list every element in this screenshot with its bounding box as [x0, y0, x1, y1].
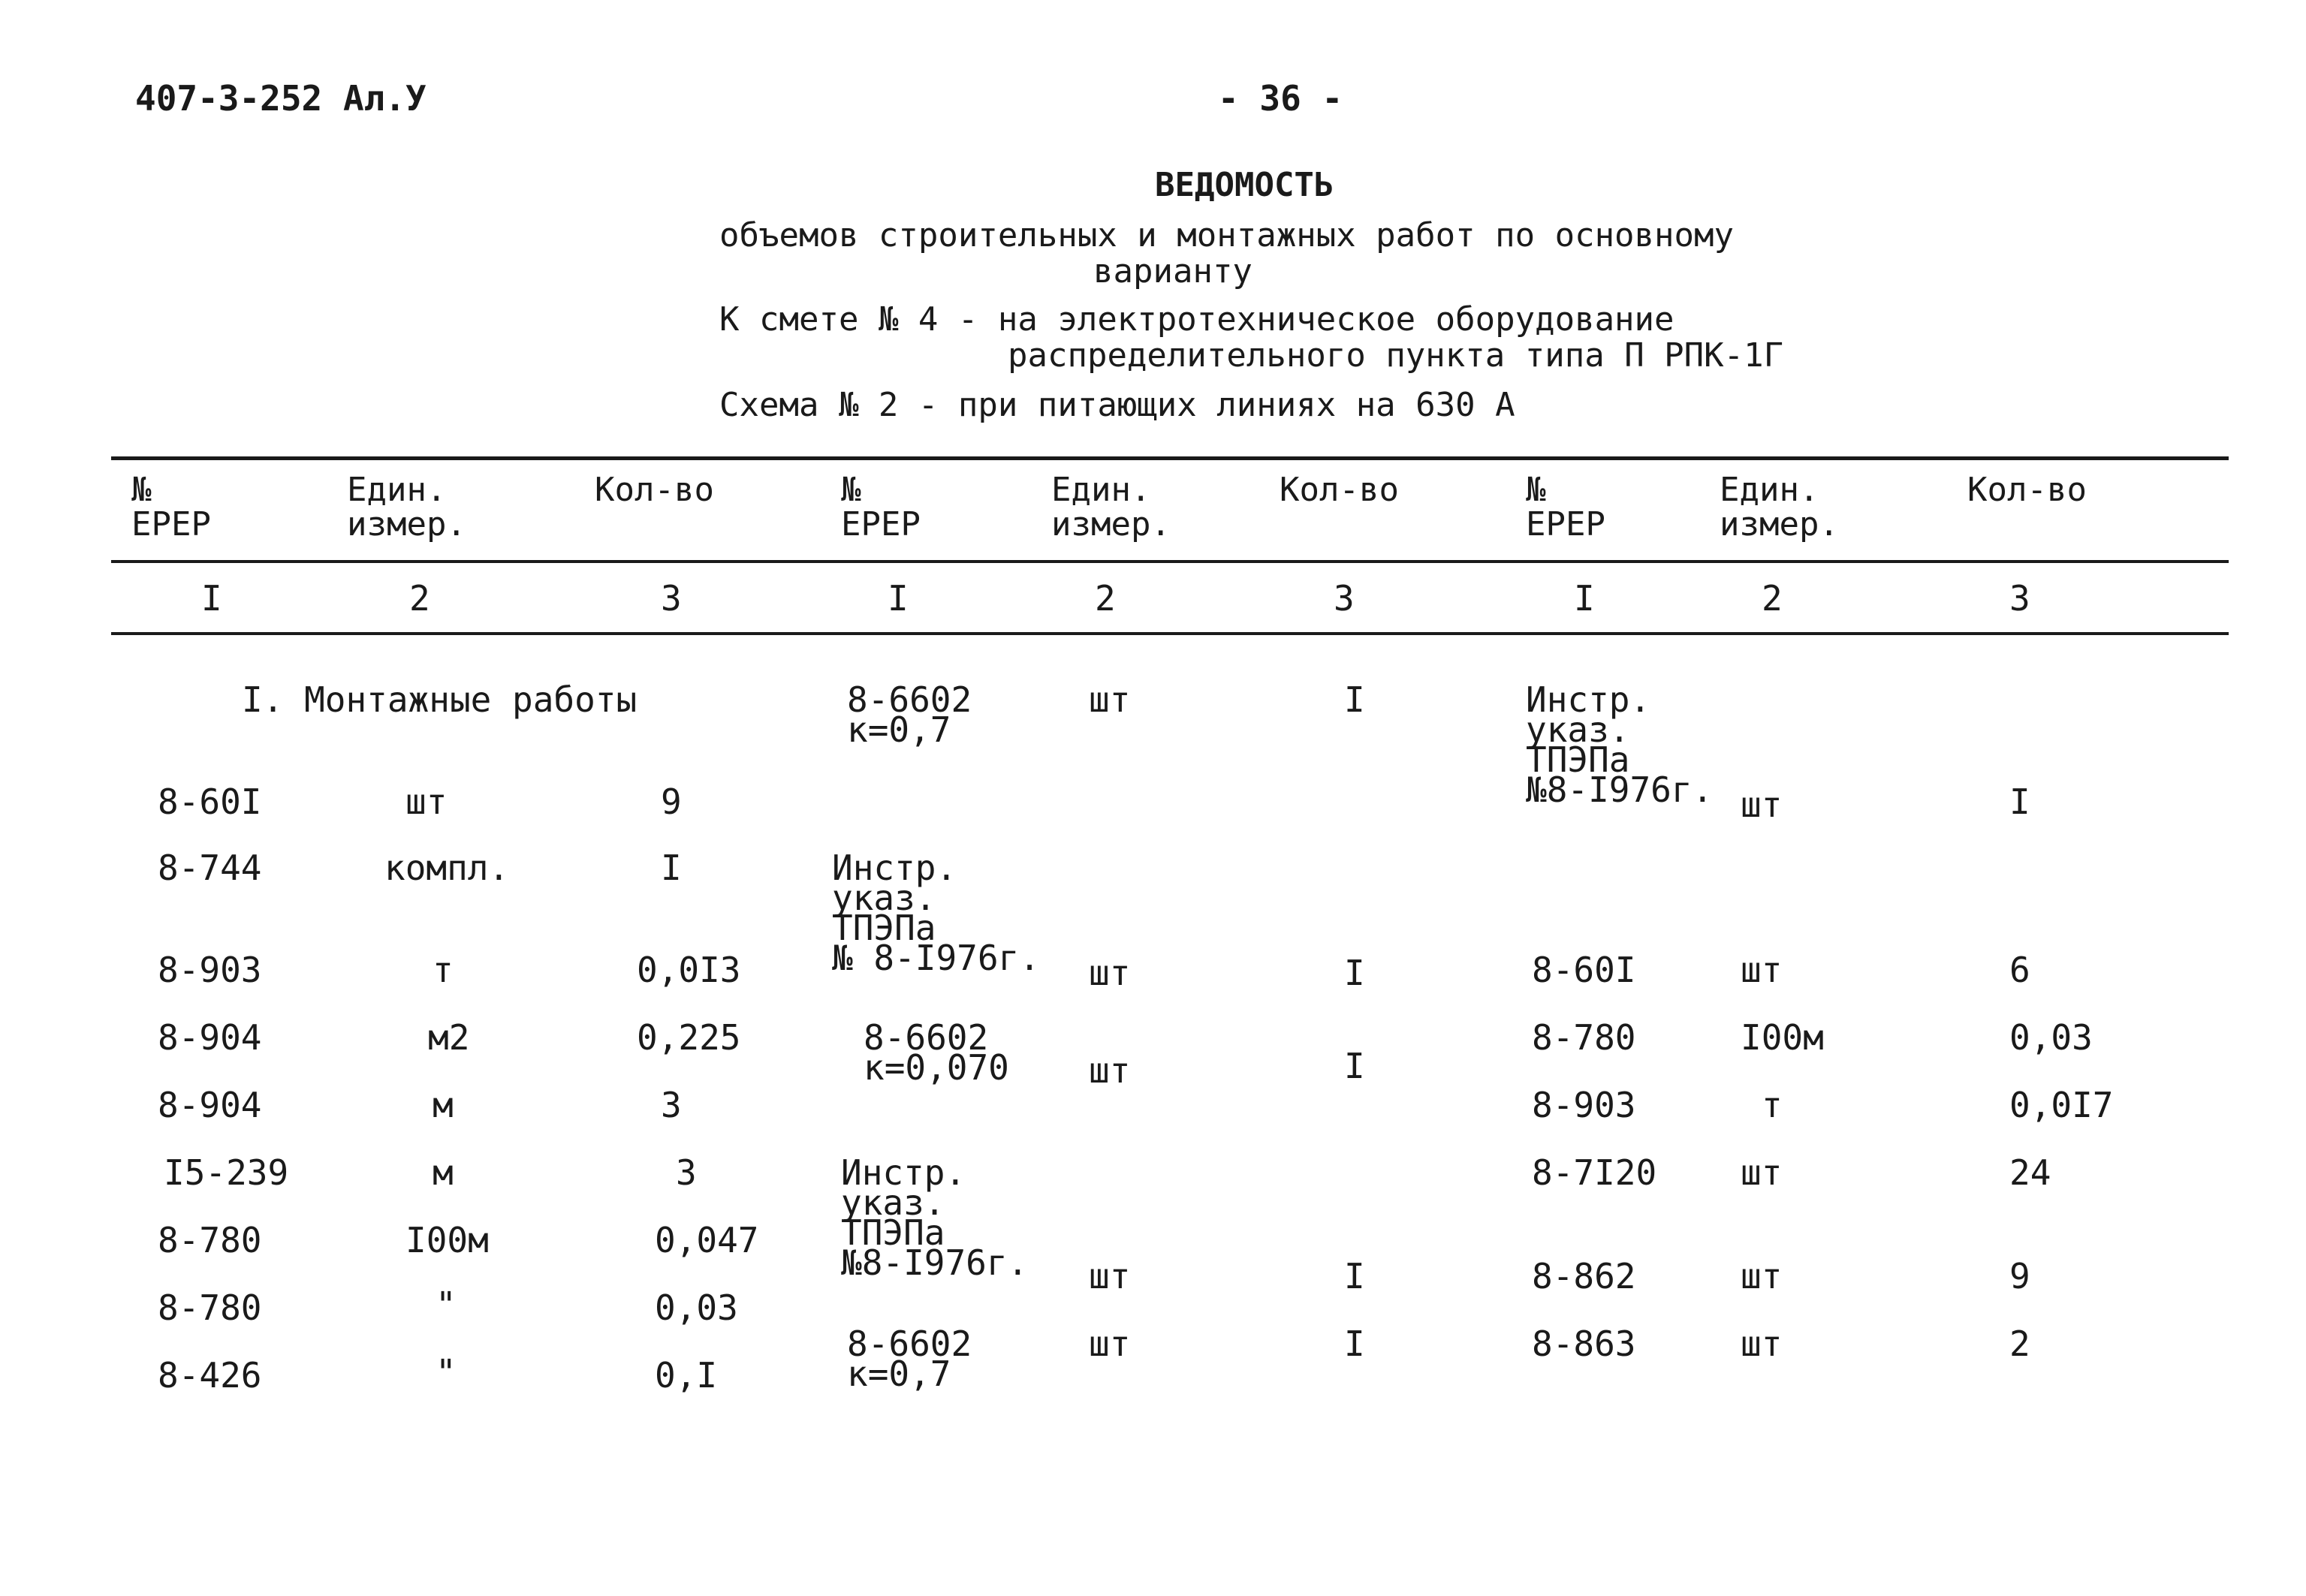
table-cell-unit: I00м — [405, 1220, 489, 1260]
table-cell-code: 8-7I20 — [1532, 1152, 1657, 1193]
table-cell-code: 8-903 — [1532, 1085, 1636, 1125]
table-cell-qty: 0,225 — [637, 1017, 741, 1058]
table-cell-unit: компл. — [384, 848, 510, 888]
table-cell-unit: шт — [1089, 953, 1131, 993]
page-number: - 36 - — [1218, 78, 1343, 119]
table-cell-unit: т — [1762, 1085, 1783, 1125]
table-cell-qty: I — [1344, 1256, 1365, 1296]
table-header-rule — [111, 560, 2229, 563]
table-cell-code: 8-863 — [1532, 1323, 1636, 1364]
table-cell-unit: шт — [1089, 1323, 1131, 1364]
column-number: 3 — [661, 578, 682, 619]
header-code-2: № ЕРЕР — [841, 471, 921, 544]
table-cell-qty: 3 — [676, 1152, 697, 1193]
table-number-rule — [111, 632, 2229, 635]
header-unit-2: Един. измер. — [1051, 471, 1171, 544]
column-number: 2 — [1762, 578, 1783, 619]
table-cell-unit: м2 — [428, 1017, 470, 1058]
table-cell-code: 8-780 — [1532, 1017, 1636, 1058]
table-cell-unit: шт — [1089, 1050, 1131, 1091]
table-cell-qty: 9 — [661, 781, 682, 822]
column-number: 2 — [1095, 578, 1116, 619]
table-cell-unit: шт — [1741, 1256, 1783, 1296]
statement-subtitle-line1: объемов строительных и монтажных работ по основному — [719, 216, 1735, 254]
table-top-rule — [111, 456, 2229, 460]
table-cell-unit: т — [433, 950, 454, 990]
header-qty-1: Кол-во — [595, 471, 714, 509]
table-cell-qty: I — [1344, 1046, 1365, 1086]
table-cell-qty: I — [661, 848, 682, 888]
table-cell-qty: 0,0I3 — [637, 950, 741, 990]
statement-title: ВЕДОМОСТЬ — [1155, 166, 1334, 204]
header-code-1: № ЕРЕР — [131, 471, 211, 544]
column-number: 3 — [2009, 578, 2030, 619]
table-cell-unit: " — [436, 1284, 457, 1325]
header-code-3: № ЕРЕР — [1526, 471, 1605, 544]
table-cell-qty: I — [1344, 1323, 1365, 1364]
table-cell-qty: 9 — [2009, 1256, 2030, 1296]
table-cell-qty: 24 — [2009, 1152, 2051, 1193]
table-cell-code: 8-60I — [1532, 950, 1636, 990]
scheme-line: Схема № 2 - при питающих линиях на 630 А — [719, 386, 1515, 424]
section-title: I. Монтажные работы — [242, 679, 638, 720]
table-cell-code: 8-6602 к=0,7 — [847, 679, 972, 750]
column-number: I — [1574, 578, 1595, 619]
table-cell-qty: I — [2009, 781, 2030, 822]
table-cell-qty: 6 — [2009, 950, 2030, 990]
table-cell-qty: 2 — [2009, 1323, 2030, 1364]
table-cell-unit: " — [436, 1352, 457, 1393]
table-cell-code: 8-426 — [158, 1355, 262, 1396]
table-cell-code: 8-744 — [158, 848, 262, 888]
document-code: 407-3-252 Ал.У — [135, 78, 427, 119]
table-cell-qty: 0,I — [655, 1355, 718, 1396]
table-cell-qty: 0,03 — [655, 1287, 738, 1328]
table-cell-code: 8-904 — [158, 1085, 262, 1125]
table-cell-code: 8-60I — [158, 781, 262, 822]
table-cell-qty: 0,047 — [655, 1220, 759, 1260]
statement-subtitle-line2: варианту — [1093, 252, 1252, 291]
column-number: I — [201, 578, 222, 619]
table-cell-unit: шт — [1741, 950, 1783, 990]
header-qty-3: Кол-во — [1967, 471, 2087, 509]
table-cell-unit: шт — [1741, 1323, 1783, 1364]
table-cell-qty: 0,03 — [2009, 1017, 2093, 1058]
table-cell-code: 8-862 — [1532, 1256, 1636, 1296]
table-cell-code: 8-903 — [158, 950, 262, 990]
header-unit-3: Един. измер. — [1720, 471, 1839, 544]
table-cell-unit: м — [433, 1085, 454, 1125]
column-number: 3 — [1334, 578, 1355, 619]
table-cell-unit: шт — [405, 781, 448, 822]
column-number: 2 — [409, 578, 430, 619]
table-cell-unit: шт — [1089, 679, 1131, 720]
header-qty-2: Кол-во — [1280, 471, 1399, 509]
table-cell-code: 8-780 — [158, 1287, 262, 1328]
table-cell-unit: шт — [1741, 1152, 1783, 1193]
table-cell-qty: 0,0I7 — [2009, 1085, 2114, 1125]
table-cell-code: Инстр. указ. ТПЭПа №8-I976г. — [1526, 679, 1714, 810]
table-cell-code: 8-904 — [158, 1017, 262, 1058]
table-cell-qty: 3 — [661, 1085, 682, 1125]
table-cell-code: 8-780 — [158, 1220, 262, 1260]
table-cell-code: 8-6602 к=0,7 — [847, 1323, 972, 1394]
column-number: I — [888, 578, 909, 619]
estimate-reference-line2: распределительного пункта типа П РПК-1Г — [1008, 336, 1784, 375]
table-cell-qty: I — [1344, 953, 1365, 993]
header-unit-1: Един. измер. — [347, 471, 466, 544]
table-cell-code: Инстр. указ. ТПЭПа № 8-I976г. — [832, 848, 1040, 978]
table-cell-code: I5-239 — [164, 1152, 289, 1193]
table-cell-unit: шт — [1741, 784, 1783, 825]
table-cell-unit: I00м — [1741, 1017, 1824, 1058]
table-cell-unit: шт — [1089, 1256, 1131, 1296]
estimate-reference-line1: К смете № 4 - на электротехническое оборудование — [719, 300, 1674, 339]
table-cell-qty: I — [1344, 679, 1365, 720]
table-cell-code: Инстр. указ. ТПЭПа №8-I976г. — [841, 1152, 1029, 1283]
table-cell-unit: м — [433, 1152, 454, 1193]
table-cell-code: 8-6602 к=0,070 — [864, 1017, 1009, 1088]
